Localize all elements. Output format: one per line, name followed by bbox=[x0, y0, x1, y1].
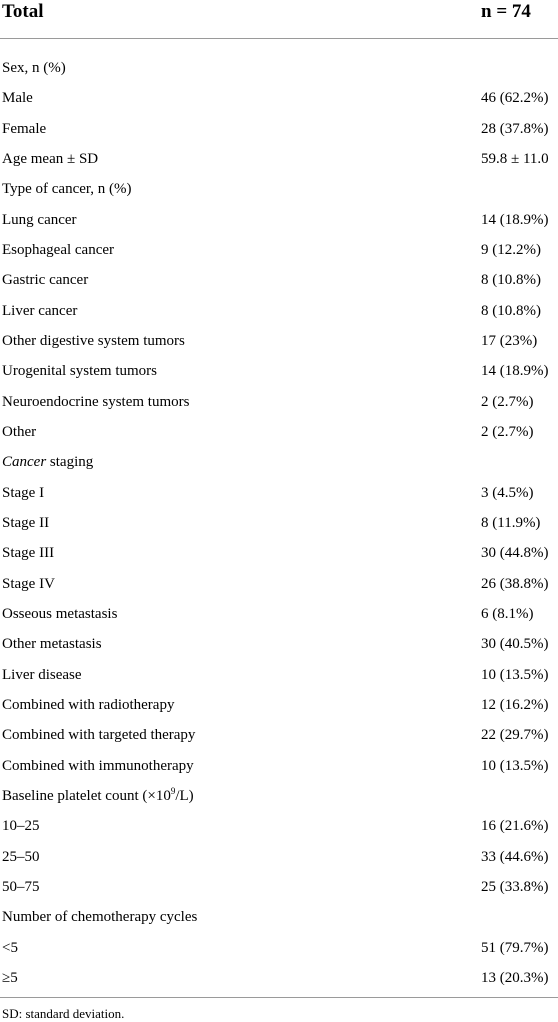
table-row bbox=[0, 296, 558, 326]
row-label: Type of cancer, n (%) bbox=[2, 181, 132, 198]
row-label: Sex, n (%) bbox=[2, 60, 66, 76]
row-value: 30 (44.8%) bbox=[481, 545, 549, 562]
row-label: Liver disease bbox=[2, 666, 82, 683]
row-label: 50–75 bbox=[2, 878, 40, 895]
row-value: 6 (8.1%) bbox=[481, 605, 534, 622]
row-value: 12 (16.2%) bbox=[481, 696, 549, 713]
table-row bbox=[0, 690, 558, 720]
table-row bbox=[0, 781, 558, 811]
row-value: 16 (21.6%) bbox=[481, 818, 549, 835]
table-row bbox=[0, 933, 558, 963]
table-row bbox=[0, 842, 558, 872]
row-label: 25–50 bbox=[2, 848, 40, 865]
row-label: Urogenital system tumors bbox=[2, 363, 157, 380]
row-value: 51 (79.7%) bbox=[481, 939, 549, 956]
row-label: Combined with radiotherapy bbox=[2, 696, 175, 713]
table-row bbox=[0, 205, 558, 235]
row-label: Stage III bbox=[2, 545, 55, 562]
table-row bbox=[0, 83, 558, 113]
row-value: 46 (62.2%) bbox=[481, 90, 549, 107]
table-row bbox=[0, 569, 558, 599]
row-value: 25 (33.8%) bbox=[481, 878, 549, 895]
row-label: Other metastasis bbox=[2, 636, 102, 653]
row-value: 8 (10.8%) bbox=[481, 272, 541, 289]
row-label: ≥5 bbox=[2, 969, 18, 986]
table-row bbox=[0, 660, 558, 690]
table-row bbox=[0, 902, 558, 932]
row-label-italic: Cancer bbox=[2, 454, 47, 471]
row-value: 28 (37.8%) bbox=[481, 120, 549, 137]
row-label: Osseous metastasis bbox=[2, 605, 118, 622]
table-row bbox=[0, 720, 558, 750]
table-row bbox=[0, 326, 558, 356]
row-label-superscript: 9 bbox=[170, 785, 176, 796]
table-header-row bbox=[0, 0, 558, 39]
row-label: Other digestive system tumors bbox=[2, 332, 185, 349]
row-value: 30 (40.5%) bbox=[481, 636, 549, 653]
table-row bbox=[0, 478, 558, 508]
table-row bbox=[0, 508, 558, 538]
table-row bbox=[0, 356, 558, 386]
table-row bbox=[0, 144, 558, 174]
row-label-post: /L) bbox=[175, 787, 194, 804]
row-label: <5 bbox=[2, 939, 18, 956]
row-label: Combined with targeted therapy bbox=[2, 727, 196, 744]
row-label: Male bbox=[2, 90, 33, 107]
row-label: Liver cancer bbox=[2, 302, 78, 319]
table-row bbox=[0, 53, 558, 83]
row-value: 13 (20.3%) bbox=[481, 969, 549, 986]
table-row bbox=[0, 174, 558, 204]
row-label: Number of chemotherapy cycles bbox=[2, 909, 198, 926]
row-label: Stage II bbox=[2, 514, 50, 531]
row-label: Combined with immunotherapy bbox=[2, 757, 194, 774]
table-row bbox=[0, 235, 558, 265]
header-n: n = 74 bbox=[481, 1, 531, 22]
row-value: 8 (10.8%) bbox=[481, 302, 541, 319]
table-row bbox=[0, 265, 558, 295]
table-row bbox=[0, 872, 558, 902]
table-row bbox=[0, 629, 558, 659]
row-value: 14 (18.9%) bbox=[481, 211, 549, 228]
row-label: Lung cancer bbox=[2, 211, 77, 228]
row-label: Female bbox=[2, 120, 47, 137]
row-value: 26 (38.8%) bbox=[481, 575, 549, 592]
row-label bbox=[2, 447, 93, 477]
row-value: 17 (23%) bbox=[481, 332, 538, 349]
table-bottom-rule bbox=[0, 997, 558, 998]
table-body bbox=[0, 53, 558, 993]
table-row bbox=[0, 811, 558, 841]
row-value: 2 (2.7%) bbox=[481, 423, 534, 440]
row-value: 59.8 ± 11.0 bbox=[481, 150, 549, 167]
table-row bbox=[0, 963, 558, 993]
row-label: Esophageal cancer bbox=[2, 241, 115, 258]
row-value: 9 (12.2%) bbox=[481, 241, 541, 258]
table-row bbox=[0, 751, 558, 781]
table-footnote: SD: standard deviation. bbox=[2, 1006, 125, 1021]
table-row bbox=[0, 387, 558, 417]
table-row bbox=[0, 599, 558, 629]
row-label: Stage I bbox=[2, 484, 45, 501]
table-row bbox=[0, 538, 558, 568]
header-total: Total bbox=[2, 1, 44, 22]
row-value: 33 (44.6%) bbox=[481, 848, 549, 865]
row-value: 10 (13.5%) bbox=[481, 666, 549, 683]
table-row bbox=[0, 447, 558, 477]
row-value: 2 (2.7%) bbox=[481, 393, 534, 410]
row-label: Stage IV bbox=[2, 575, 55, 592]
row-label: Gastric cancer bbox=[2, 272, 89, 289]
row-value: 14 (18.9%) bbox=[481, 363, 549, 380]
row-value: 8 (11.9%) bbox=[481, 514, 541, 531]
row-label bbox=[2, 781, 194, 811]
row-label: Neuroendocrine system tumors bbox=[2, 393, 190, 410]
row-label-rest: staging bbox=[46, 454, 94, 471]
row-label: 10–25 bbox=[2, 818, 40, 835]
row-label-pre: Baseline platelet count (×10 bbox=[2, 787, 171, 804]
row-value: 22 (29.7%) bbox=[481, 727, 549, 744]
row-label: Age mean ± SD bbox=[2, 150, 99, 167]
row-value: 10 (13.5%) bbox=[481, 757, 549, 774]
row-value: 3 (4.5%) bbox=[481, 484, 534, 501]
table-row bbox=[0, 114, 558, 144]
row-label: Other bbox=[2, 423, 37, 440]
table-row bbox=[0, 417, 558, 447]
